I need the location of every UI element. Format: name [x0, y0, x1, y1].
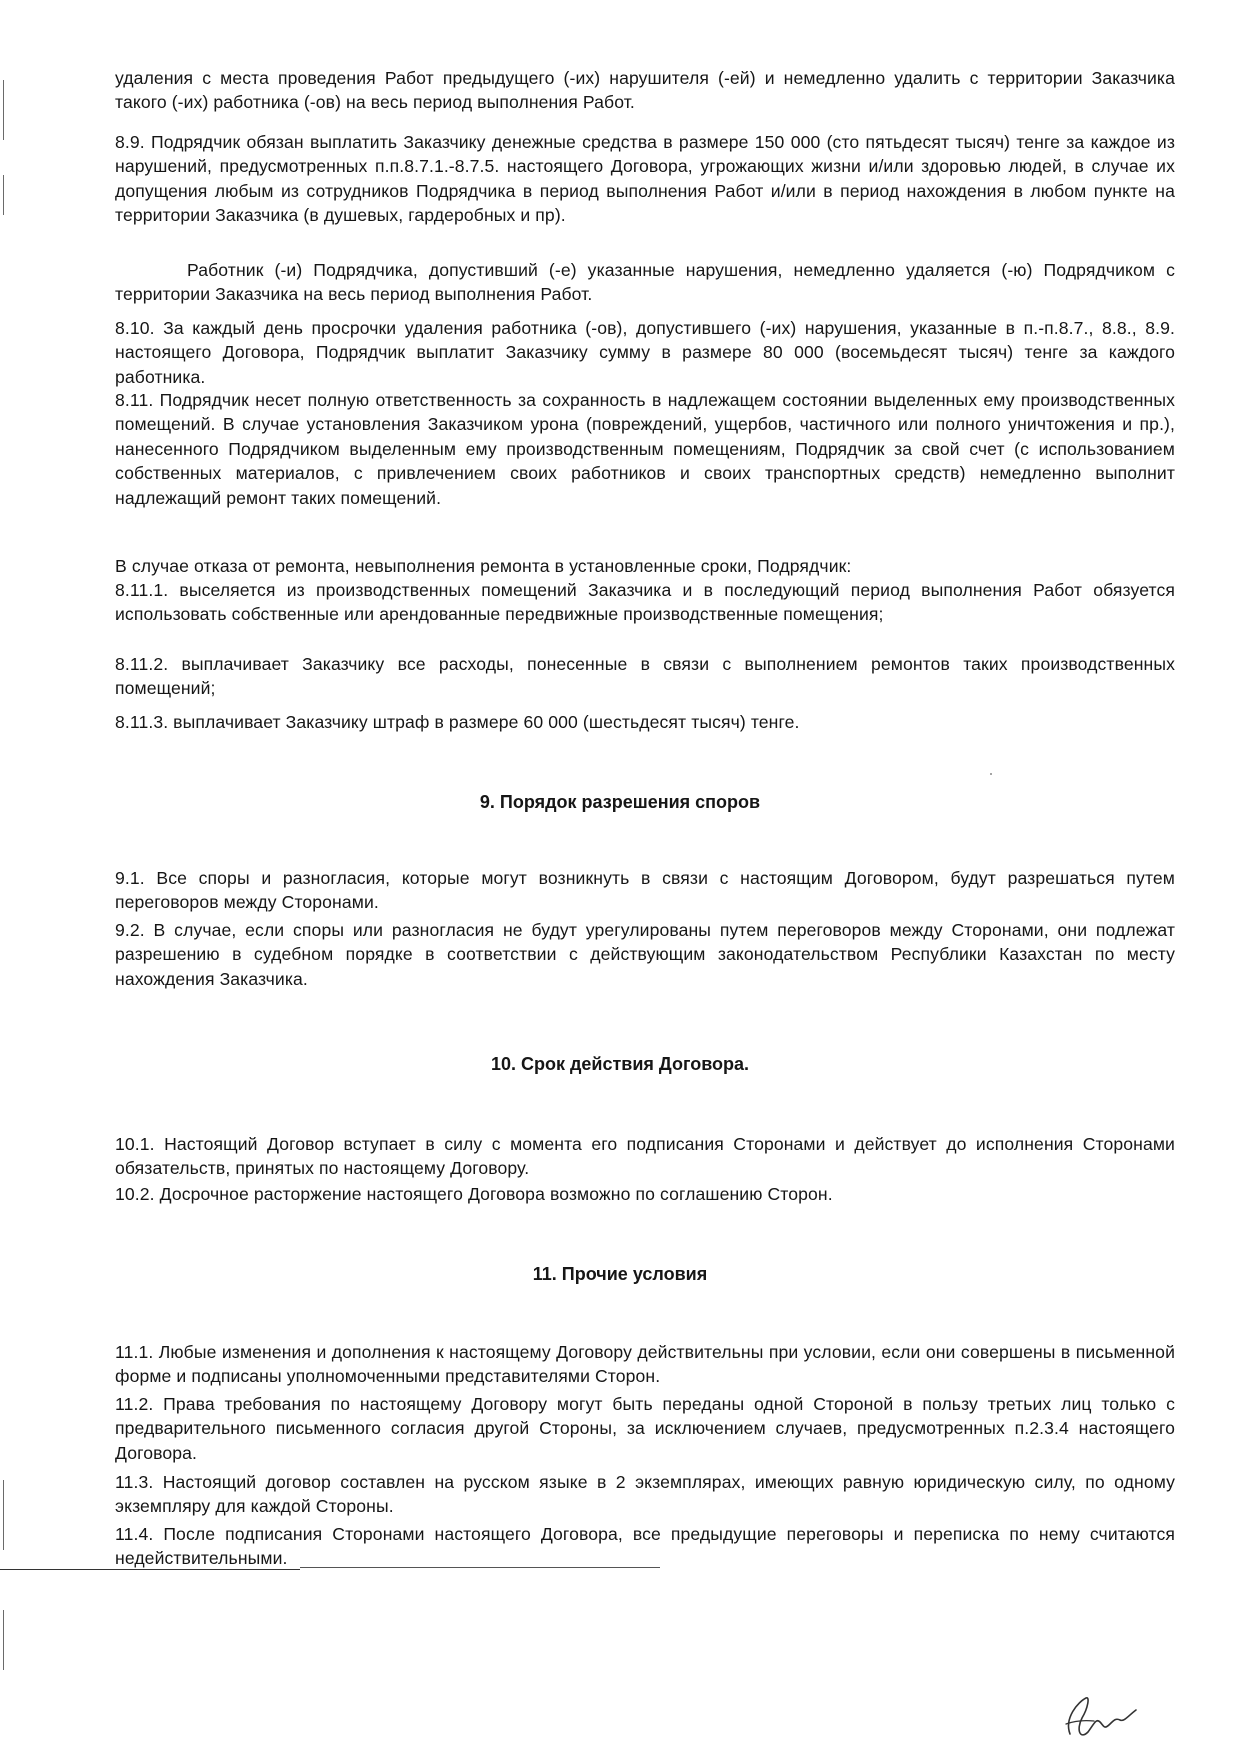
- section-heading: 9. Порядок разрешения споров: [479, 792, 761, 812]
- scan-edge-mark: [3, 1480, 4, 1550]
- paragraph: удаления с места проведения Работ предыдущего (-их) нарушителя (-ей) и немедленно удалить с территории Заказчика такого (-их) работника (-ов) на весь период выполнения Работ.: [115, 68, 1175, 113]
- paragraph: 11.1. Любые изменения и дополнения к настоящему Договору действительны при условии, если они совершены в письменной форме и подписаны уполномоченными представителями Сторон.: [115, 1342, 1175, 1387]
- paragraph: 10.2. Досрочное расторжение настоящего Договора возможно по соглашению Сторон.: [115, 1184, 833, 1204]
- paragraph: 9.2. В случае, если споры или разногласия не будут урегулированы путем переговоров между Сторонами, они подлежат разрешению в судебном порядке в соответствии с действующим законодательством Республики Казахстан по месту нахождения Заказчика.: [115, 920, 1175, 989]
- section-heading: 11. Прочие условия: [532, 1264, 708, 1284]
- paragraph: 8.9. Подрядчик обязан выплатить Заказчику денежные средства в размере 150 000 (сто пятьдесят тысяч) тенге за каждое из нарушений, предусмотренных п.п.8.7.1.-8.7.5. настоящего Договора, угрожающих жизни и/или здоровью людей, в случае их допущения любым из сотрудников Подрядчика в период выполнения Работ и/или в период нахождения в любом пункте на территории Заказчика (в душевых, гардеробных и пр).: [115, 132, 1175, 226]
- paragraph: 8.11.3. выплачивает Заказчику штраф в размере 60 000 (шестьдесят тысяч) тенге.: [115, 712, 800, 732]
- scan-edge-mark: [3, 80, 4, 140]
- scan-edge-mark: [3, 175, 4, 215]
- signature-initials: [1060, 1688, 1140, 1743]
- paragraph: 8.11.2. выплачивает Заказчику все расходы, понесенные в связи с выполнением ремонтов таких производственных помещений;: [115, 654, 1175, 699]
- paragraph: Работник (-и) Подрядчика, допустивший (-е) указанные нарушения, немедленно удаляется (-ю) Подрядчиком с территории Заказчика на весь период выполнения Работ.: [115, 260, 1175, 305]
- scan-speck: [990, 773, 992, 775]
- paragraph: 11.2. Права требования по настоящему Договору могут быть переданы одной Стороной в пользу третьих лиц только с предварительного письменного согласия другой Стороны, за исключением случаев, предусмотренных п.2.3.4 настоящего Договора.: [115, 1394, 1175, 1463]
- paragraph: 10.1. Настоящий Договор вступает в силу с момента его подписания Сторонами и действует до исполнения Сторонами обязательств, принятых по настоящему Договору.: [115, 1134, 1175, 1179]
- scan-edge-mark: [3, 1610, 4, 1670]
- paragraph: 11.3. Настоящий договор составлен на русском языке в 2 экземплярах, имеющих равную юридическую силу, по одному экземпляру для каждой Стороны.: [115, 1472, 1175, 1517]
- paragraph: 8.11.1. выселяется из производственных помещений Заказчика и в последующий период выполнения Работ обязуется использовать собственные или арендованные передвижные производственные помещения;: [115, 580, 1175, 625]
- paragraph: 8.10. За каждый день просрочки удаления работника (-ов), допустившего (-их) нарушения, указанные в п.-п.8.7., 8.8., 8.9. настоящего Договора, Подрядчик выплатит Заказчику сумму в размере 80 000 (восемьдесят тысяч) тенге за каждого работника.: [115, 318, 1175, 387]
- paragraph: 8.11. Подрядчик несет полную ответственность за сохранность в надлежащем состоянии выделенных ему производственных помещений. В случае установления Заказчиком урона (повреждений, ущербов, частичного или полного уничтожения и пр.), нанесенного Подрядчиком выделенным ему производственным помещениям, Подрядчик за свой счет (с использованием собственных материалов, с привлечением своих работников и своих транспортных средств) немедленно выполнит надлежащий ремонт таких помещений.: [115, 390, 1175, 508]
- section-heading: 10. Срок действия Договора.: [490, 1054, 750, 1074]
- paragraph: В случае отказа от ремонта, невыполнения ремонта в установленные сроки, Подрядчик:: [115, 556, 852, 576]
- paragraph: 9.1. Все споры и разногласия, которые могут возникнуть в связи с настоящим Договором, будут разрешаться путем переговоров между Сторонами.: [115, 868, 1175, 913]
- paragraph: 11.4. После подписания Сторонами настоящего Договора, все предыдущие переговоры и переписка по нему считаются недействительными.: [115, 1524, 1175, 1569]
- scan-line: [0, 1569, 300, 1570]
- scan-line: [300, 1567, 660, 1568]
